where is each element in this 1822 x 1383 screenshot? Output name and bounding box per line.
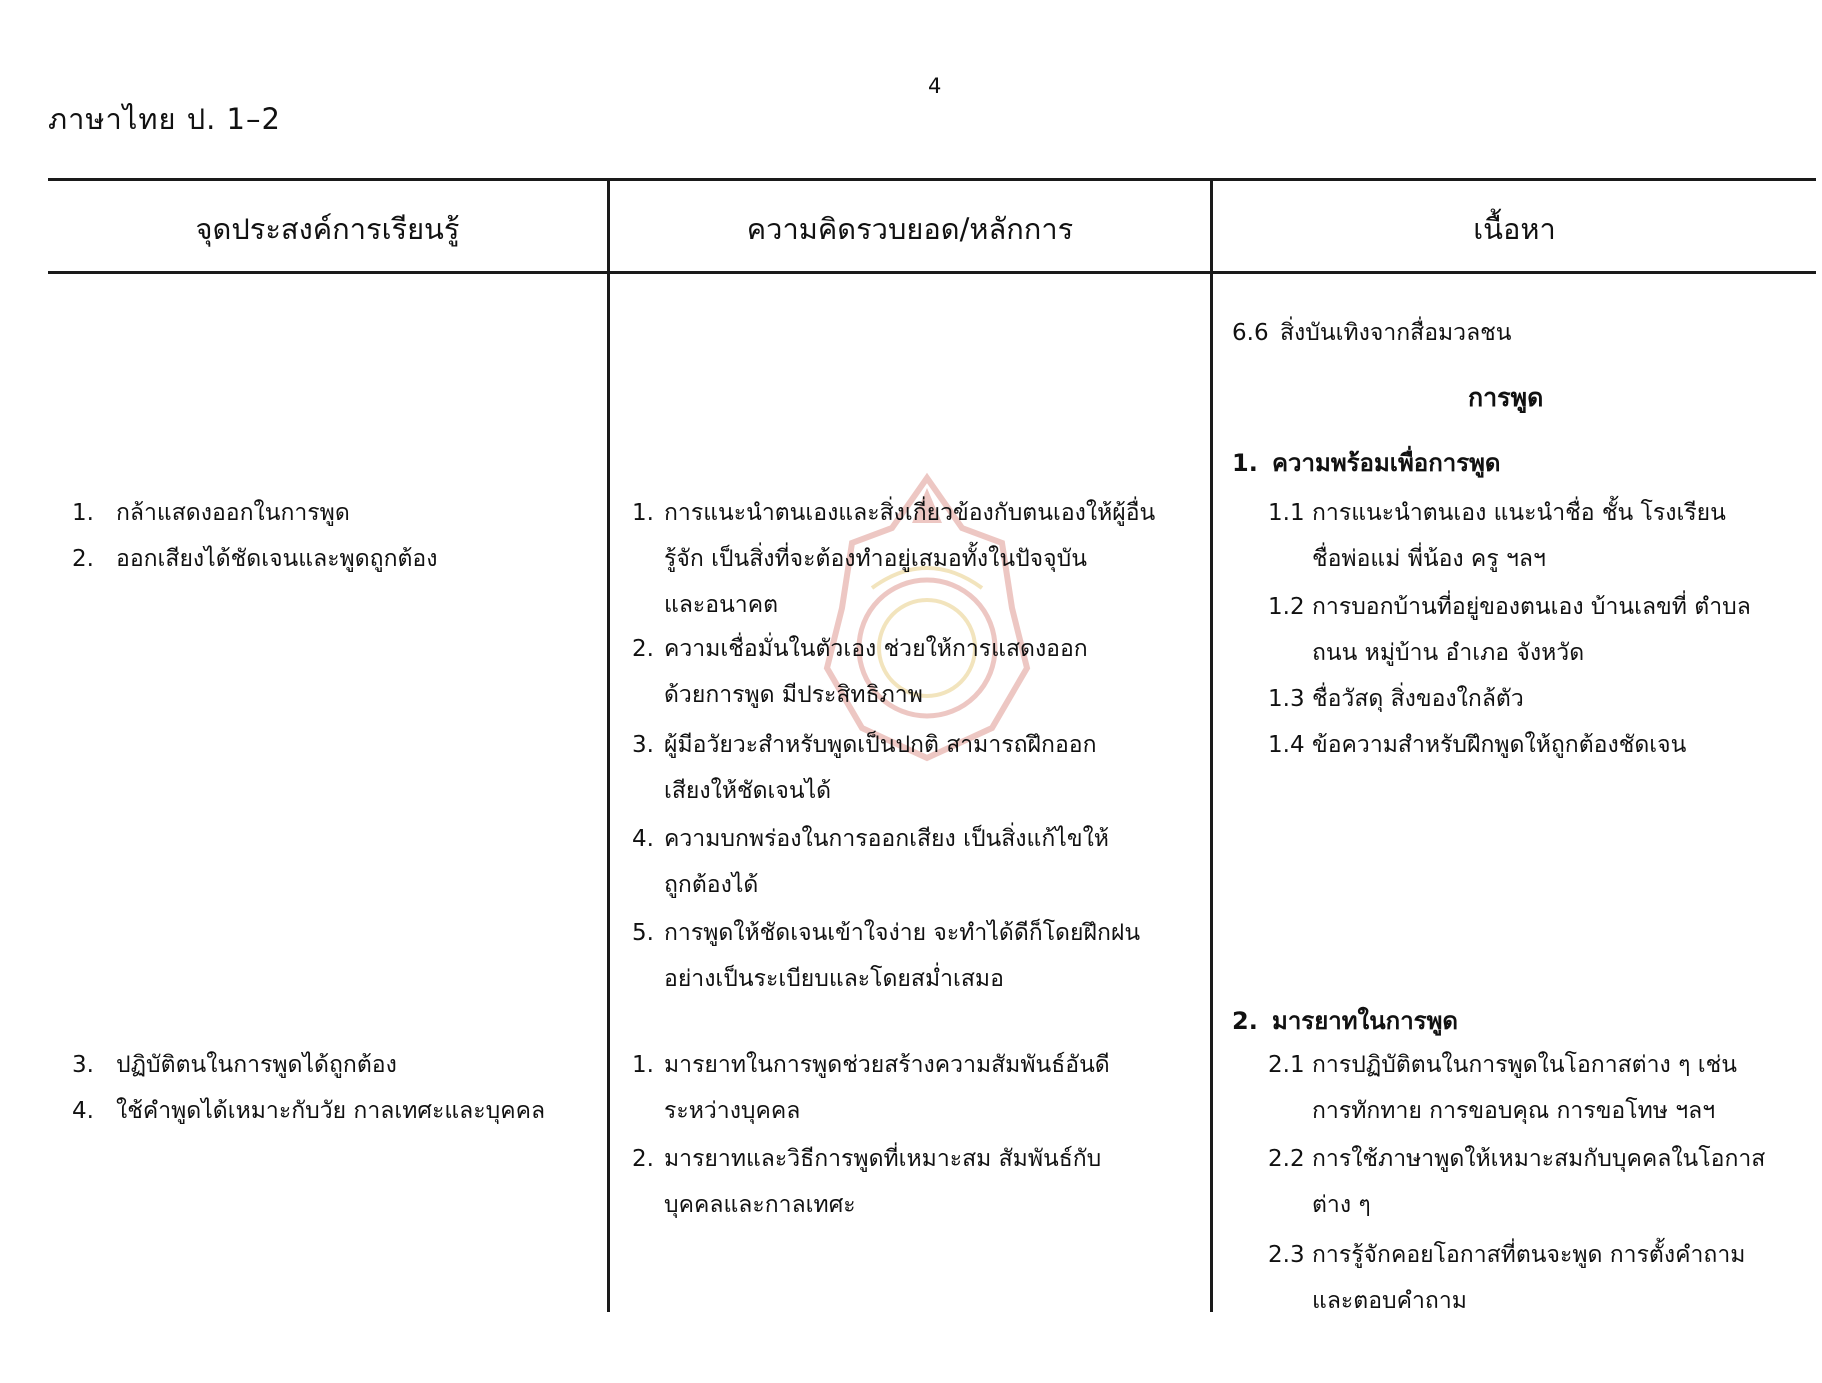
content-subitem-number: 1.4 bbox=[1268, 732, 1305, 758]
concept-line: บุคคลและกาลเทศะ bbox=[664, 1192, 856, 1218]
content-subitem-1-1 bbox=[1268, 490, 1808, 582]
column-divider-2 bbox=[1210, 178, 1213, 1312]
content-section-1-heading bbox=[1232, 440, 1501, 486]
content-subitem-1-2 bbox=[1268, 584, 1808, 676]
content-section-2-heading bbox=[1232, 998, 1458, 1044]
concept-line: มารยาทในการพูดช่วยสร้างความสัมพันธ์อันดี bbox=[664, 1052, 1110, 1078]
concept-line: ผู้มีอวัยวะสำหรับพูดเป็นปกติ สามารถฝึกออก bbox=[664, 732, 1097, 758]
objective-number: 2. bbox=[72, 546, 94, 572]
column-header-objectives: จุดประสงค์การเรียนรู้ bbox=[195, 212, 460, 246]
concept-line: เสียงให้ชัดเจนได้ bbox=[664, 778, 832, 804]
objective-item-4 bbox=[72, 1088, 545, 1134]
concept-number: 2. bbox=[632, 636, 654, 662]
concept-line: รู้จัก เป็นสิ่งที่จะต้องทำอยู่เสมอทั้งในปัจจุบัน bbox=[664, 546, 1087, 572]
concept-number: 3. bbox=[632, 732, 654, 758]
column-divider-1 bbox=[607, 178, 610, 1312]
content-subitem-line: การทักทาย การขอบคุณ การขอโทษ ฯลฯ bbox=[1312, 1098, 1716, 1124]
objective-number: 1. bbox=[72, 500, 94, 526]
concept-item-5 bbox=[632, 910, 1192, 1002]
content-number: 6.6 bbox=[1232, 320, 1269, 346]
concept-line: การแนะนำตนเองและสิ่งเกี่ยวข้องกับตนเองให้ผู้อื่น bbox=[664, 500, 1156, 526]
concept-item-4 bbox=[632, 816, 1192, 908]
content-section-number: 2. bbox=[1232, 1007, 1258, 1035]
content-subitem-number: 1.1 bbox=[1268, 500, 1305, 526]
concept-item-7 bbox=[632, 1136, 1192, 1228]
concept-item-2 bbox=[632, 626, 1192, 718]
objective-item-3 bbox=[72, 1042, 397, 1088]
content-subitem-1-4 bbox=[1268, 722, 1808, 768]
content-section-title: การพูด bbox=[1468, 383, 1544, 412]
concept-line: อย่างเป็นระเบียบและโดยสม่ำเสมอ bbox=[664, 966, 1004, 992]
content-subitem-line: การรู้จักคอยโอกาสที่ตนจะพูด การตั้งคำถาม bbox=[1312, 1242, 1746, 1268]
concept-line: ถูกต้องได้ bbox=[664, 872, 759, 898]
content-section-heading-text: ความพร้อมเพื่อการพูด bbox=[1272, 449, 1501, 477]
column-header-concepts: ความคิดรวบยอด/หลักการ bbox=[746, 212, 1074, 246]
concept-item-3 bbox=[632, 722, 1192, 814]
concept-number: 5. bbox=[632, 920, 654, 946]
objective-item-1 bbox=[72, 490, 350, 536]
content-subitem-2-2 bbox=[1268, 1136, 1808, 1228]
content-subitem-line: การปฏิบัติตนในการพูดในโอกาสต่าง ๆ เช่น bbox=[1312, 1052, 1737, 1078]
column-header-content: เนื้อหา bbox=[1473, 212, 1556, 246]
concept-number: 1. bbox=[632, 1052, 654, 1078]
concept-line: การพูดให้ชัดเจนเข้าใจง่าย จะทำได้ดีก็โดยฝึกฝน bbox=[664, 920, 1141, 946]
concept-line: มารยาทและวิธีการพูดที่เหมาะสม สัมพันธ์กับ bbox=[664, 1146, 1102, 1172]
content-subitem-2-1 bbox=[1268, 1042, 1808, 1134]
table-top-rule bbox=[48, 178, 1816, 181]
concept-line: ความเชื่อมั่นในตัวเอง ช่วยให้การแสดงออก bbox=[664, 636, 1088, 662]
content-subitem-number: 1.3 bbox=[1268, 686, 1305, 712]
concept-line: ความบกพร่องในการออกเสียง เป็นสิ่งแก้ไขให้ bbox=[664, 826, 1109, 852]
content-section-heading-text: มารยาทในการพูด bbox=[1272, 1007, 1458, 1035]
content-subitem-2-3 bbox=[1268, 1232, 1808, 1324]
content-item-6-6 bbox=[1232, 310, 1512, 356]
content-subitem-number: 1.2 bbox=[1268, 594, 1305, 620]
content-subitem-line: และตอบคำถาม bbox=[1312, 1288, 1467, 1314]
concept-line: ระหว่างบุคคล bbox=[664, 1098, 801, 1124]
content-subitem-line: การใช้ภาษาพูดให้เหมาะสมกับบุคคลในโอกาส bbox=[1312, 1146, 1766, 1172]
table-header-rule bbox=[48, 271, 1816, 274]
concept-number: 1. bbox=[632, 500, 654, 526]
content-subitem-line: ชื่อพ่อแม่ พี่น้อง ครู ฯลฯ bbox=[1312, 546, 1546, 572]
objective-number: 3. bbox=[72, 1052, 94, 1078]
content-subitem-line: ข้อความสำหรับฝึกพูดให้ถูกต้องชัดเจน bbox=[1312, 732, 1687, 758]
objective-item-2 bbox=[72, 536, 437, 582]
concept-item-1 bbox=[632, 490, 1192, 628]
objective-text: กล้าแสดงออกในการพูด bbox=[116, 500, 350, 526]
content-subitem-number: 2.3 bbox=[1268, 1242, 1305, 1268]
content-subitem-line: การบอกบ้านที่อยู่ของตนเอง บ้านเลขที่ ตำบล bbox=[1312, 594, 1751, 620]
content-text: สิ่งบันเทิงจากสื่อมวลชน bbox=[1280, 320, 1512, 346]
concept-number: 2. bbox=[632, 1146, 654, 1172]
objective-text: ใช้คำพูดได้เหมาะกับวัย กาลเทศะและบุคคล bbox=[116, 1098, 546, 1124]
objective-text: ออกเสียงได้ชัดเจนและพูดถูกต้อง bbox=[116, 546, 438, 572]
content-subitem-line: ต่าง ๆ bbox=[1312, 1192, 1371, 1218]
concept-line: และอนาคต bbox=[664, 592, 779, 618]
content-subitem-1-3 bbox=[1268, 676, 1808, 722]
content-section-number: 1. bbox=[1232, 449, 1258, 477]
document-subject-title: ภาษาไทย ป. 1–2 bbox=[48, 102, 281, 136]
concept-number: 4. bbox=[632, 826, 654, 852]
page-number: 4 bbox=[928, 74, 942, 98]
content-subitem-number: 2.1 bbox=[1268, 1052, 1305, 1078]
content-subitem-line: การแนะนำตนเอง แนะนำชื่อ ชั้น โรงเรียน bbox=[1312, 500, 1726, 526]
objective-number: 4. bbox=[72, 1098, 94, 1124]
content-subitem-line: ถนน หมู่บ้าน อำเภอ จังหวัด bbox=[1312, 640, 1585, 666]
objective-text: ปฏิบัติตนในการพูดได้ถูกต้อง bbox=[116, 1052, 397, 1078]
concept-line: ด้วยการพูด มีประสิทธิภาพ bbox=[664, 682, 923, 708]
content-subitem-number: 2.2 bbox=[1268, 1146, 1305, 1172]
concept-item-6 bbox=[632, 1042, 1192, 1134]
content-subitem-line: ชื่อวัสดุ สิ่งของใกล้ตัว bbox=[1312, 686, 1524, 712]
